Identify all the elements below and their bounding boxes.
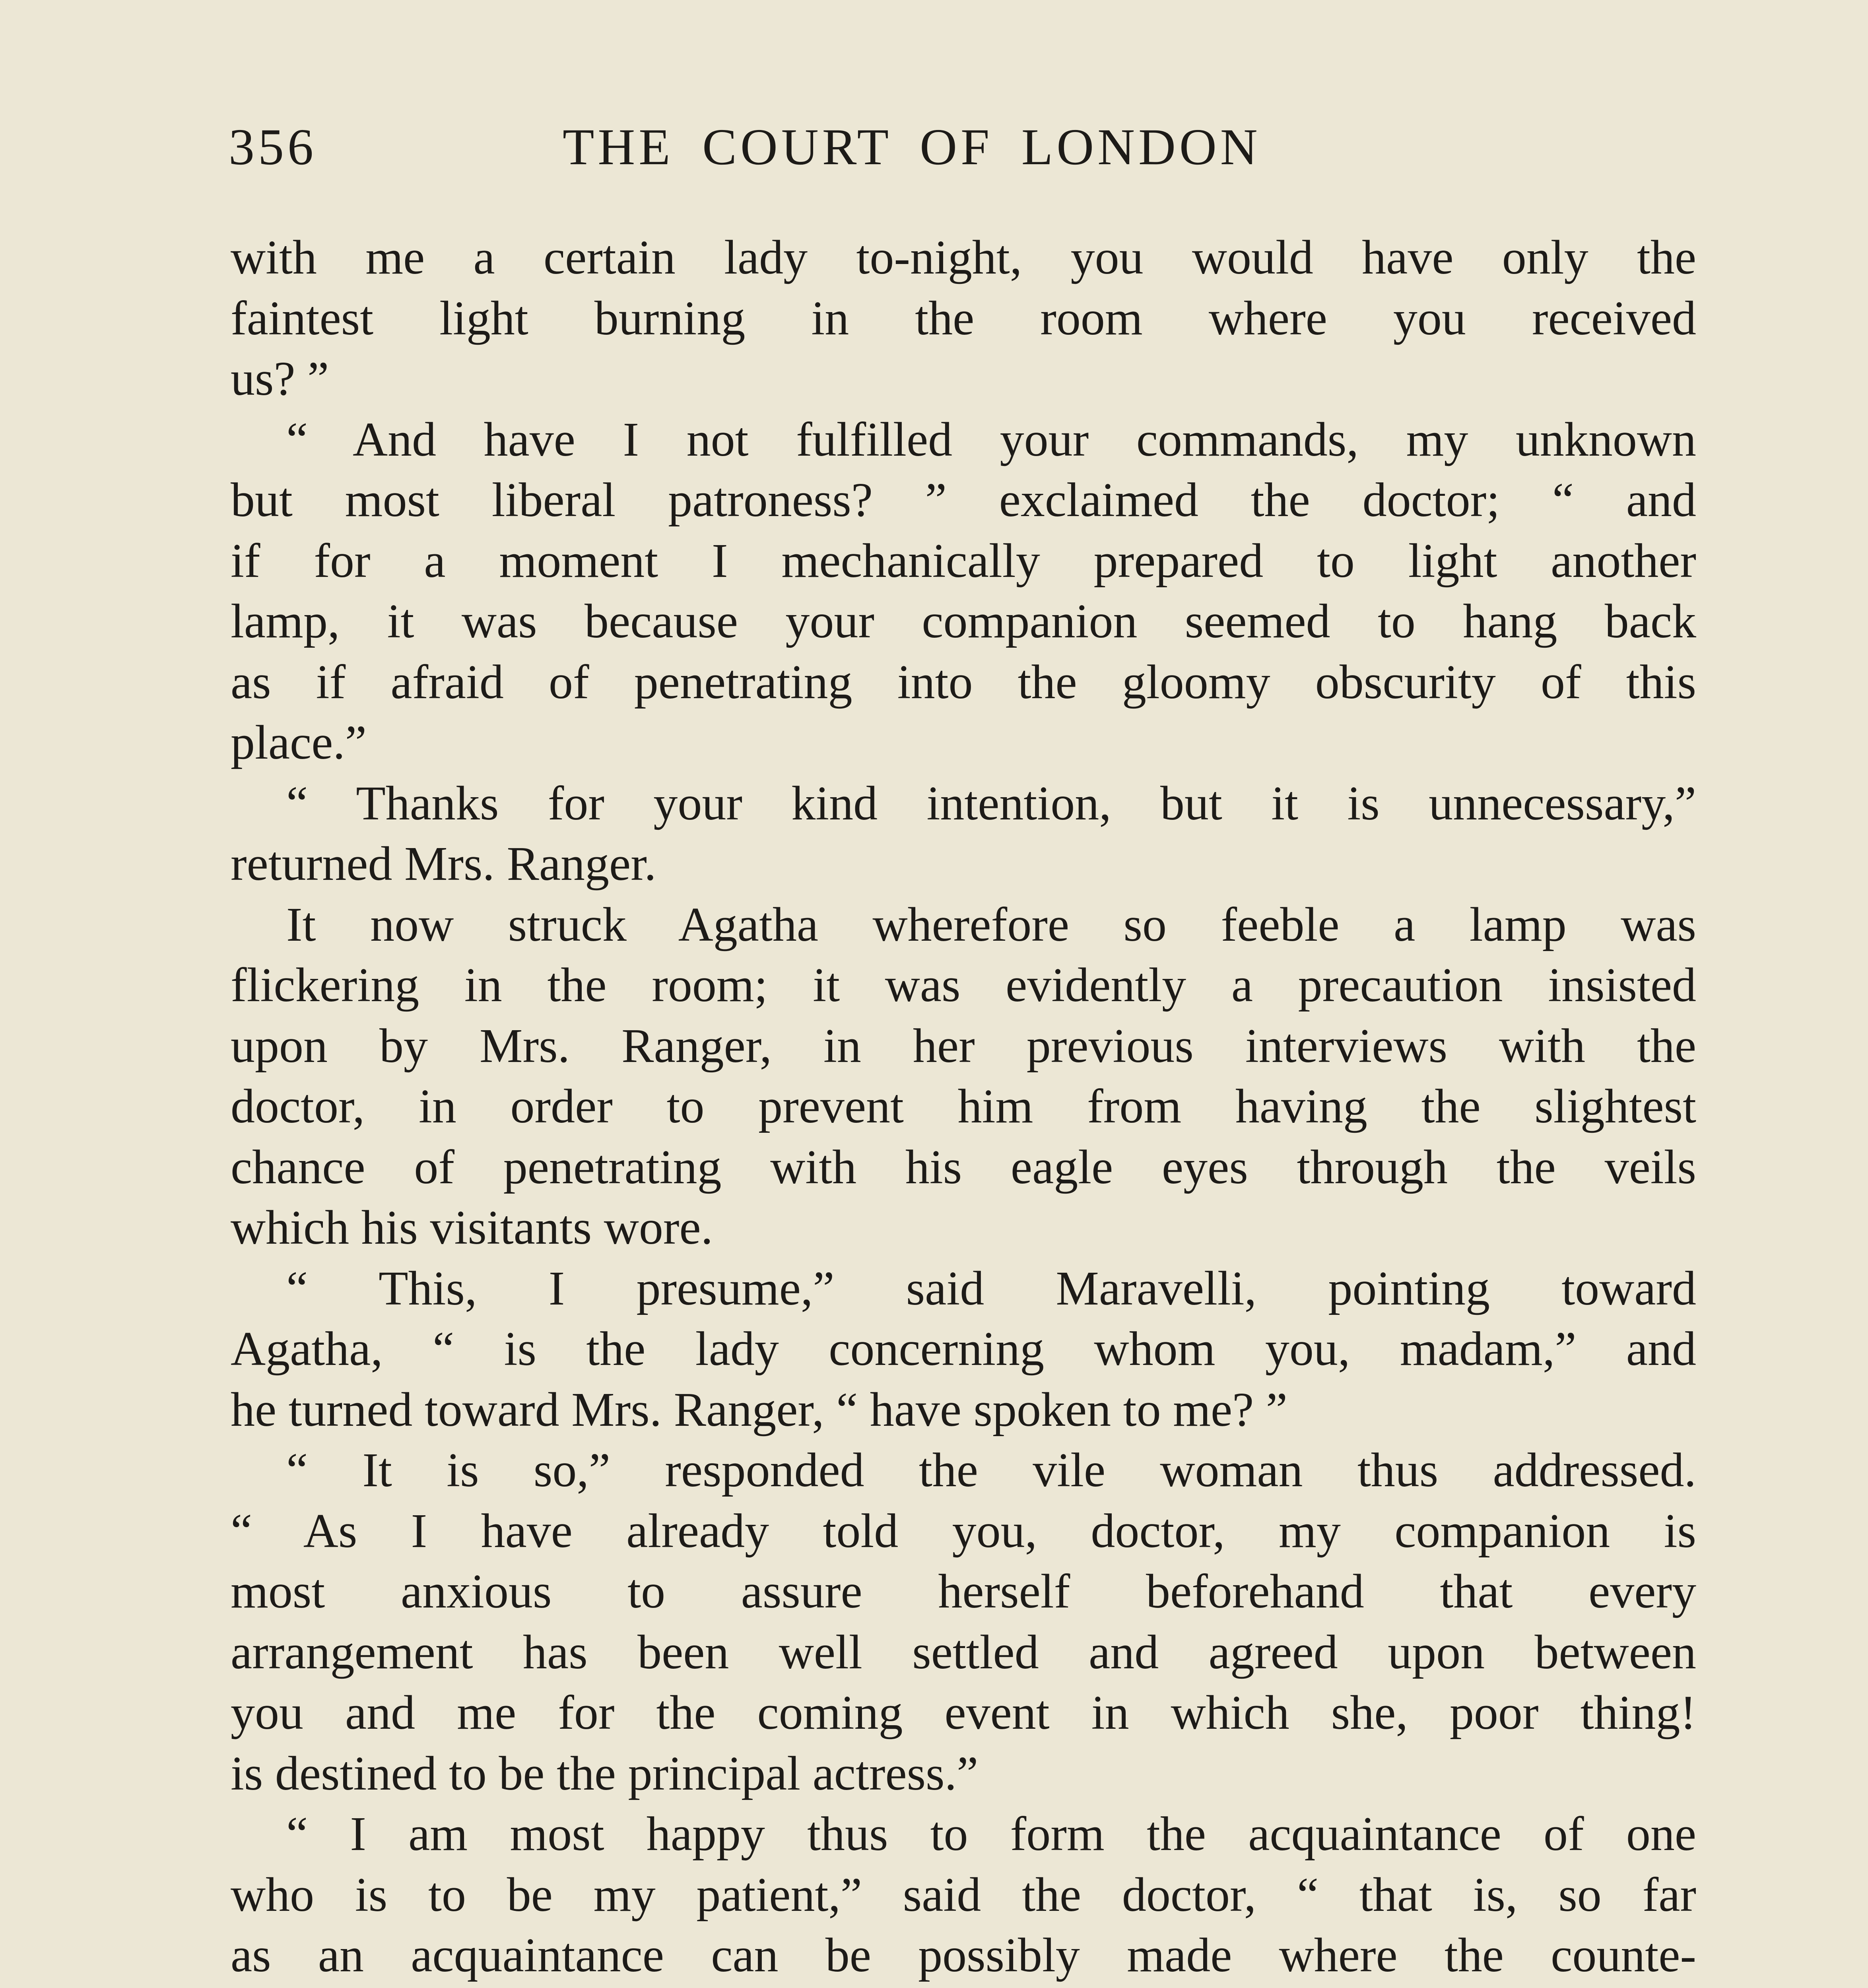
text-line: place.” xyxy=(231,716,367,769)
text-line: “ Thanks for your kind intention, but it is unnecessary,” xyxy=(286,776,1696,830)
running-title: THE COURT OF LONDON xyxy=(563,118,1261,176)
text-line: “ As I have already told you, doctor, my companion is xyxy=(231,1504,1696,1558)
text-line: doctor, in order to prevent him from having the slightest xyxy=(231,1079,1696,1133)
text-line: who is to be my patient,” said the doctor, “ that is, so far xyxy=(231,1868,1696,1922)
text-line: returned Mrs. Ranger. xyxy=(231,837,656,891)
text-line: “ And have I not fulfilled your commands, my unknown xyxy=(286,412,1696,466)
text-line: he turned toward Mrs. Ranger, “ have spoken to me? ” xyxy=(231,1382,1287,1437)
text-line: most anxious to assure herself beforehand that every xyxy=(231,1565,1696,1618)
text-line: flickering in the room; it was evidently a precaution insisted xyxy=(231,958,1696,1012)
text-line: It now struck Agatha wherefore so feeble a lamp was xyxy=(286,897,1696,951)
text-line: Agatha, “ is the lady concerning whom you, madam,” and xyxy=(231,1322,1696,1376)
text-line: but most liberal patroness? ” exclaimed the doctor; “ and xyxy=(231,473,1696,527)
text-line: is destined to be the principal actress.” xyxy=(231,1746,979,1800)
text-line: you and me for the coming event in which she, poor thing! xyxy=(231,1686,1696,1740)
text-line: with me a certain lady to-night, you would have only the xyxy=(231,231,1696,284)
text-line: “ I am most happy thus to form the acquaintance of one xyxy=(286,1807,1696,1861)
text-line: upon by Mrs. Ranger, in her previous interviews with the xyxy=(231,1019,1696,1073)
text-line: as if afraid of penetrating into the gloomy obscurity of this xyxy=(231,655,1696,709)
text-line: arrangement has been well settled and agreed upon between xyxy=(231,1625,1696,1679)
text-line: lamp, it was because your companion seemed to hang back xyxy=(231,594,1696,648)
text-line: as an acquaintance can be possibly made where the counte- xyxy=(231,1928,1696,1982)
text-line: us? ” xyxy=(231,352,329,406)
body-text xyxy=(231,227,1696,1988)
text-line: which his visitants wore. xyxy=(231,1201,713,1254)
text-line: chance of penetrating with his eagle eyes through the veils xyxy=(231,1140,1696,1194)
text-line: “ It is so,” responded the vile woman thus addressed. xyxy=(286,1443,1696,1497)
page-number: 356 xyxy=(229,118,317,176)
text-line: if for a moment I mechanically prepared to light another xyxy=(231,534,1696,588)
text-line xyxy=(231,1986,1696,1988)
text-line: “ This, I presume,” said Maravelli, pointing toward xyxy=(286,1261,1696,1315)
page-header xyxy=(229,107,1700,187)
text-line: faintest light burning in the room where you received xyxy=(231,291,1696,345)
